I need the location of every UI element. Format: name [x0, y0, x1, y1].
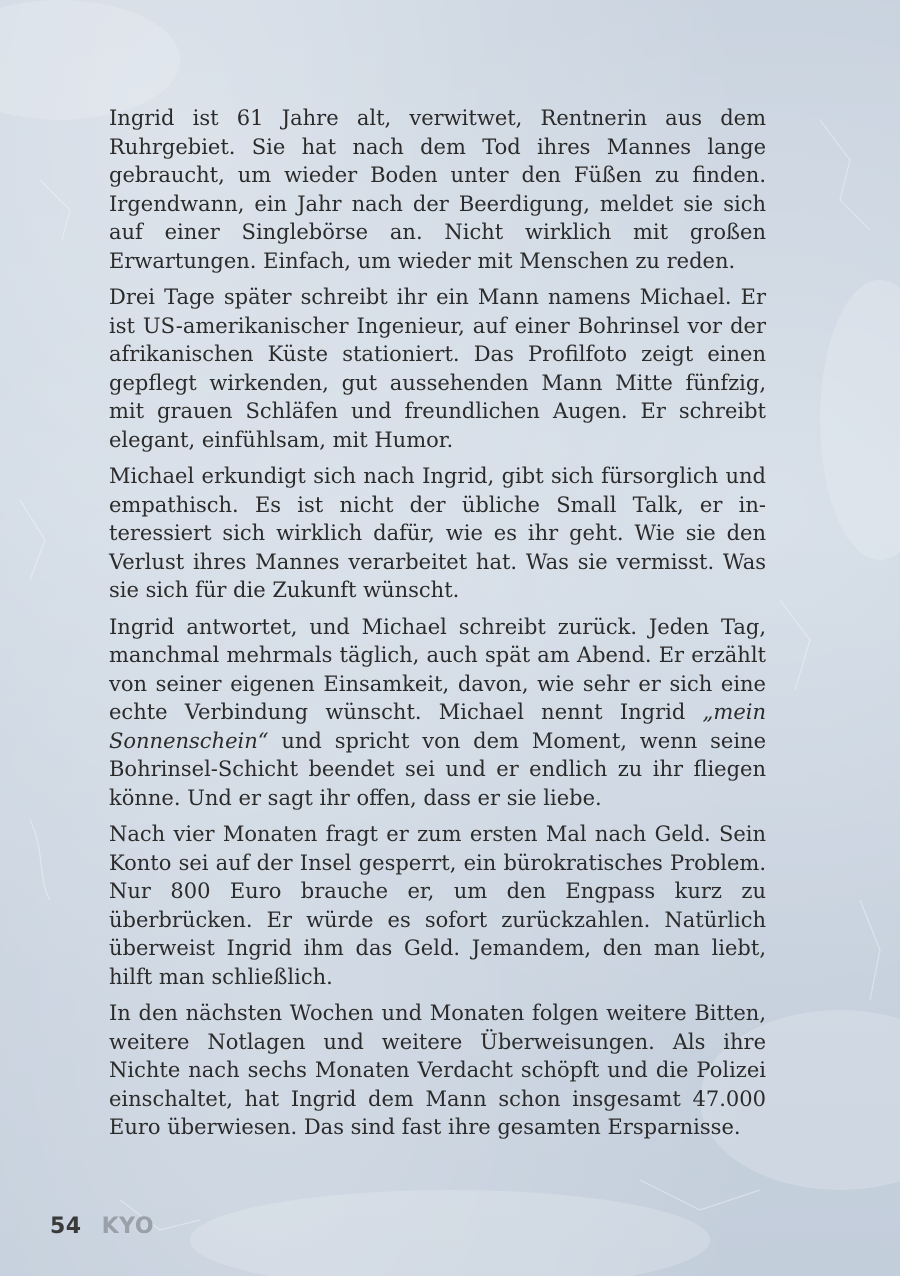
paragraph-5: Nach vier Monaten fragt er zum ersten Mal nach Geld. Sein Konto sei auf der Insel gesperrt, ein bürokratisches Problem. Nur 800 Euro brauche er, um den Engpass kurz zu überbrücken. Er würde es sofort zurückzahlen. Natürlich überweist Ingrid ihm das Geld. Jemandem, den man liebt, hilft man schließlich. — [109, 822, 766, 989]
paragraph-4-after-quote: und spricht von dem Moment, wenn seine Bohrinsel-Schicht beendet sei und er endlich zu ihr fliegen könne. Und er sagt ihr offen, dass er sie liebe. — [109, 728, 766, 810]
paragraph-3: Michael erkundigt sich nach Ingrid, gibt sich fürsorglich und empathisch. Es ist nicht der übliche Small Talk, er interessiert sich wirklich dafür, wie es ihr geht. Wie sie den Verlust ihres Mannes verarbeitet hat. Was sie vermisst. Was sie sich für die Zukunft wünscht. — [109, 464, 766, 602]
quoted-nickname: „mein Sonnenschein“ — [109, 700, 766, 753]
paragraph-6: In den nächsten Wochen und Monaten folgen weitere Bitten, weitere Notlagen und weitere Überweisungen. Als ihre Nichte nach sechs Monaten Verdacht schöpft und die Polizei einschaltet, hat Ingrid dem Mann schon insgesamt 47.000 Euro überwiesen. Das sind fast ihre gesamten Ersparnisse. — [109, 1001, 766, 1139]
page-footer — [50, 1214, 154, 1239]
page-number: 54 — [50, 1214, 82, 1239]
paragraph-2: Drei Tage später schreibt ihr ein Mann namens Michael. Er ist US-amerikanischer Ingenieur, auf einer Bohrinsel vor der afrikanischen Küste stationiert. Das Profilfoto zeigt einen gepflegt wirkenden, gut aussehenden Mann Mitte fünfzig, mit grauen Schläfen und freundlichen Augen. Er schreibt elegant, einfühlsam, mit Humor. — [109, 285, 766, 452]
article-body — [109, 104, 766, 1150]
paragraph-1: Ingrid ist 61 Jahre alt, verwitwet, Rentnerin aus dem Ruhrgebiet. Sie hat nach dem Tod ihres Mannes lange gebraucht, um wieder Boden unter den Füßen zu finden. Irgendwann, ein Jahr nach der Beerdigung, meldet sie sich auf einer Singlebörse an. Nicht wirklich mit großen Erwartungen. Einfach, um wieder mit Menschen zu reden. — [109, 106, 766, 273]
magazine-name: KYO — [101, 1214, 155, 1239]
paragraph-4-before-quote: Ingrid antwortet, und Michael schreibt zurück. Jeden Tag, manchmal mehrmals täglich, auch spät am Abend. Er erzählt von seiner eigenen Einsamkeit, davon, wie sehr er sich eine echte Verbindung wünscht. Michael nennt Ingrid — [109, 614, 766, 724]
paragraph-4 — [109, 613, 766, 813]
